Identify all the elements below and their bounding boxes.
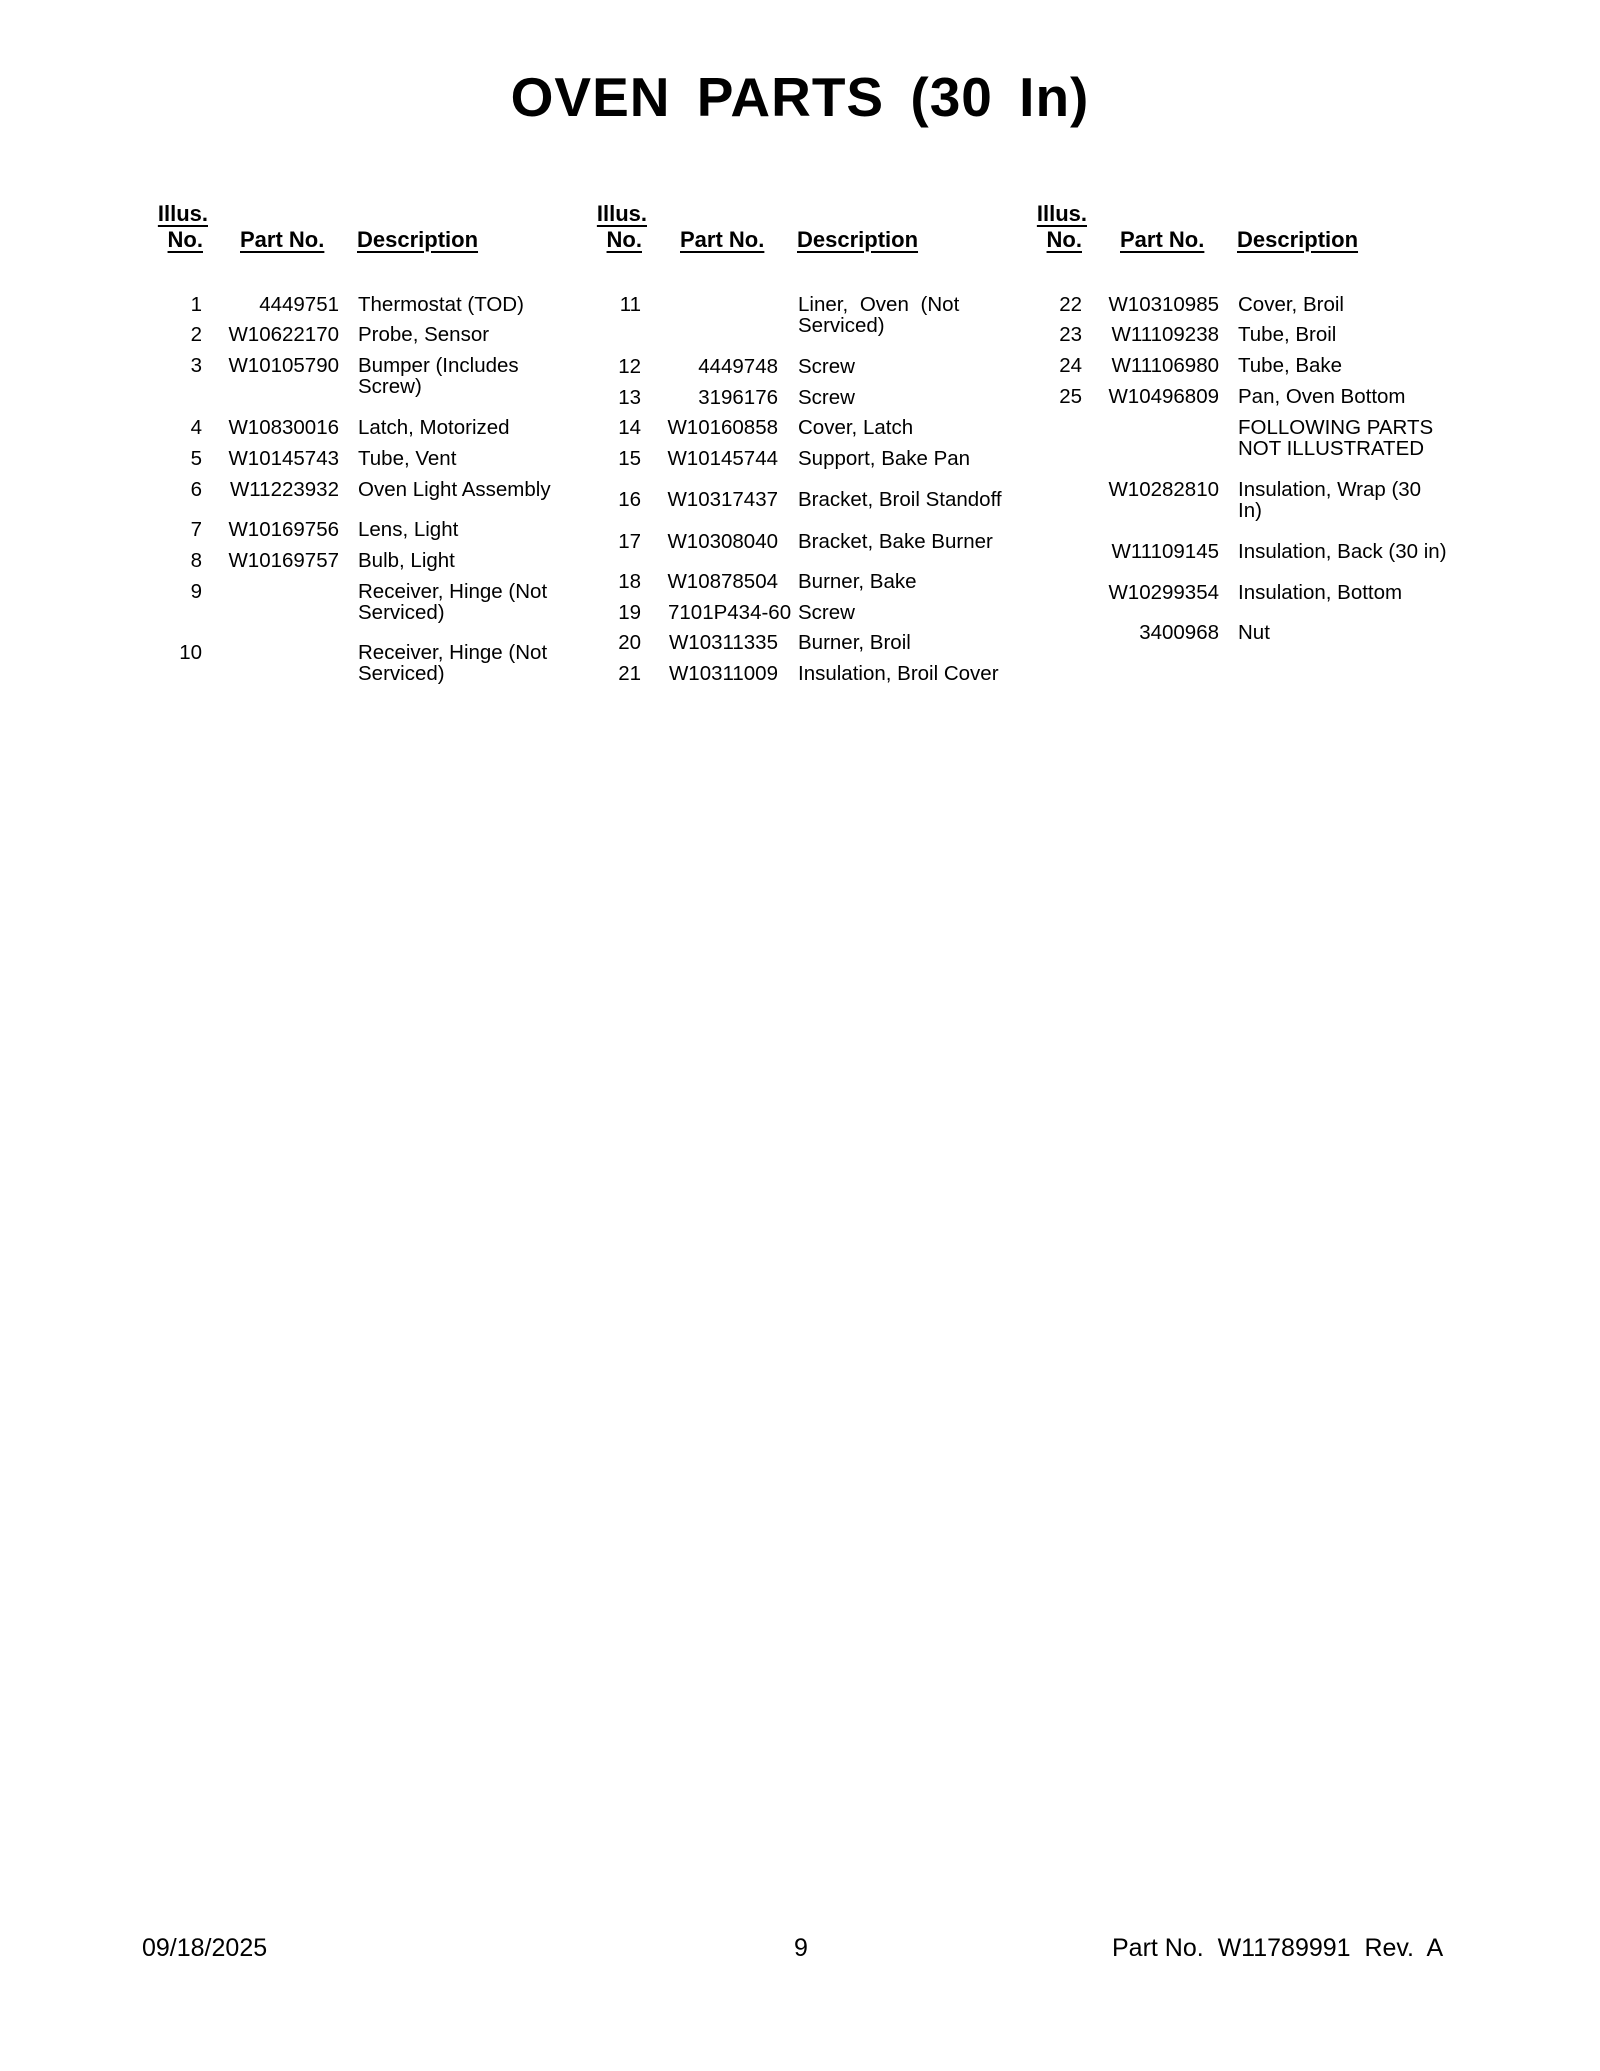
part-no: 3196176 bbox=[698, 386, 778, 409]
part-no: 7101P434-60 bbox=[668, 601, 792, 624]
description: Tube, Broil bbox=[1238, 323, 1337, 346]
part-no: W10878504 bbox=[667, 570, 778, 593]
header-no-col3 bbox=[1030, 228, 1082, 252]
description: Insulation, Broil Cover bbox=[798, 662, 999, 685]
footer-page-number: 9 bbox=[794, 1934, 808, 1962]
illus-no: 21 bbox=[618, 662, 641, 685]
header-illus-label: Illus. bbox=[596, 201, 647, 226]
header-part-no-col1: Part No. bbox=[240, 227, 325, 252]
header-illus-no-col2 bbox=[590, 202, 647, 226]
description: Probe, Sensor bbox=[358, 323, 490, 346]
illus-no: 11 bbox=[619, 293, 641, 316]
footer-document-part-no: Part No. W11789991 Rev. A bbox=[1112, 1934, 1444, 1962]
illus-no: 10 bbox=[179, 641, 202, 664]
header-description-col2: Description bbox=[797, 227, 919, 252]
illus-no: 22 bbox=[1059, 293, 1082, 316]
description: Receiver, Hinge (Not Serviced) bbox=[358, 641, 548, 685]
illus-no: 2 bbox=[190, 323, 202, 346]
description: Oven Light Assembly bbox=[358, 478, 551, 501]
header-no-label: No. bbox=[167, 227, 203, 252]
header-illus-no-col1 bbox=[150, 202, 208, 226]
part-no: W10282810 bbox=[1108, 478, 1219, 501]
part-no: 4449751 bbox=[259, 293, 339, 316]
page-title: OVEN PARTS (30 In) bbox=[510, 66, 1090, 128]
illus-no: 6 bbox=[190, 478, 202, 501]
part-no: W11109238 bbox=[1111, 323, 1219, 346]
part-no: W10145744 bbox=[667, 447, 778, 470]
header-description-col1: Description bbox=[357, 227, 479, 252]
illus-no: 17 bbox=[618, 530, 641, 553]
description: Receiver, Hinge (Not Serviced) bbox=[358, 580, 548, 624]
header-no-label: No. bbox=[606, 227, 642, 252]
illus-no: 12 bbox=[618, 355, 641, 378]
part-no: W10169757 bbox=[228, 549, 339, 572]
description: Cover, Broil bbox=[1238, 293, 1344, 316]
header-illus-label: Illus. bbox=[1036, 201, 1087, 226]
description: Nut bbox=[1238, 621, 1270, 644]
part-no: W10317437 bbox=[667, 488, 778, 511]
part-no: W10311009 bbox=[668, 662, 778, 685]
illus-no: 13 bbox=[618, 386, 641, 409]
part-no: W10105790 bbox=[228, 354, 339, 377]
description: Support, Bake Pan bbox=[798, 447, 971, 470]
header-no-col1 bbox=[150, 228, 203, 252]
illus-no: 7 bbox=[190, 518, 202, 541]
part-no: W10299354 bbox=[1108, 581, 1219, 604]
header-description-col3: Description bbox=[1237, 227, 1359, 252]
illus-no: 25 bbox=[1059, 385, 1082, 408]
description: Insulation, Back (30 in) bbox=[1238, 540, 1447, 563]
illus-no: 8 bbox=[190, 549, 202, 572]
illus-no: 23 bbox=[1059, 323, 1082, 346]
description: Insulation, Bottom bbox=[1238, 581, 1403, 604]
part-no: 4449748 bbox=[698, 355, 778, 378]
part-no: W10160858 bbox=[667, 416, 778, 439]
header-illus-label: Illus. bbox=[157, 201, 208, 226]
description: Bulb, Light bbox=[358, 549, 455, 572]
header-no-col2 bbox=[590, 228, 642, 252]
part-no: W10145743 bbox=[228, 447, 339, 470]
illus-no: 3 bbox=[190, 354, 202, 377]
description: Insulation, Wrap (30 In) bbox=[1238, 478, 1422, 522]
description: Bracket, Bake Burner bbox=[798, 530, 993, 553]
description: Tube, Vent bbox=[358, 447, 457, 470]
part-no: W10496809 bbox=[1108, 385, 1219, 408]
part-no: 3400968 bbox=[1139, 621, 1219, 644]
description: Bumper (Includes Screw) bbox=[358, 354, 519, 398]
description: Pan, Oven Bottom bbox=[1238, 385, 1406, 408]
illus-no: 19 bbox=[618, 601, 641, 624]
description: Burner, Bake bbox=[798, 570, 917, 593]
illus-no: 20 bbox=[618, 631, 641, 654]
header-part-no-col3: Part No. bbox=[1120, 227, 1205, 252]
description: Tube, Bake bbox=[1238, 354, 1343, 377]
part-no: W10622170 bbox=[228, 323, 339, 346]
illus-no: 9 bbox=[190, 580, 202, 603]
description: Thermostat (TOD) bbox=[358, 293, 524, 316]
part-no: W11109145 bbox=[1111, 540, 1219, 563]
illus-no: 24 bbox=[1059, 354, 1082, 377]
illus-no: 4 bbox=[190, 416, 202, 439]
part-no: W10169756 bbox=[228, 518, 339, 541]
illus-no: 5 bbox=[190, 447, 202, 470]
footer-date: 09/18/2025 bbox=[142, 1934, 268, 1962]
description: Cover, Latch bbox=[798, 416, 914, 439]
part-no: W11223932 bbox=[229, 478, 339, 501]
part-no: W10308040 bbox=[667, 530, 778, 553]
header-illus-no-col3 bbox=[1030, 202, 1087, 226]
header-part-no-col2: Part No. bbox=[680, 227, 765, 252]
description: Burner, Broil bbox=[798, 631, 911, 654]
description: Bracket, Broil Standoff bbox=[798, 488, 1002, 511]
section-note: FOLLOWING PARTS NOT ILLUSTRATED bbox=[1238, 416, 1434, 460]
description: Screw bbox=[798, 386, 855, 409]
illus-no: 14 bbox=[618, 416, 641, 439]
part-no: W10311335 bbox=[668, 631, 778, 654]
header-no-label: No. bbox=[1046, 227, 1082, 252]
description: Lens, Light bbox=[358, 518, 459, 541]
illus-no: 15 bbox=[618, 447, 641, 470]
illus-no: 16 bbox=[618, 488, 641, 511]
description: Latch, Motorized bbox=[358, 416, 510, 439]
part-no: W10310985 bbox=[1108, 293, 1219, 316]
illus-no: 1 bbox=[190, 293, 202, 316]
part-no: W11106980 bbox=[1111, 354, 1219, 377]
description: Screw bbox=[798, 601, 855, 624]
description: Liner, Oven (Not Serviced) bbox=[798, 293, 960, 337]
description: Screw bbox=[798, 355, 855, 378]
part-no: W10830016 bbox=[228, 416, 339, 439]
illus-no: 18 bbox=[618, 570, 641, 593]
